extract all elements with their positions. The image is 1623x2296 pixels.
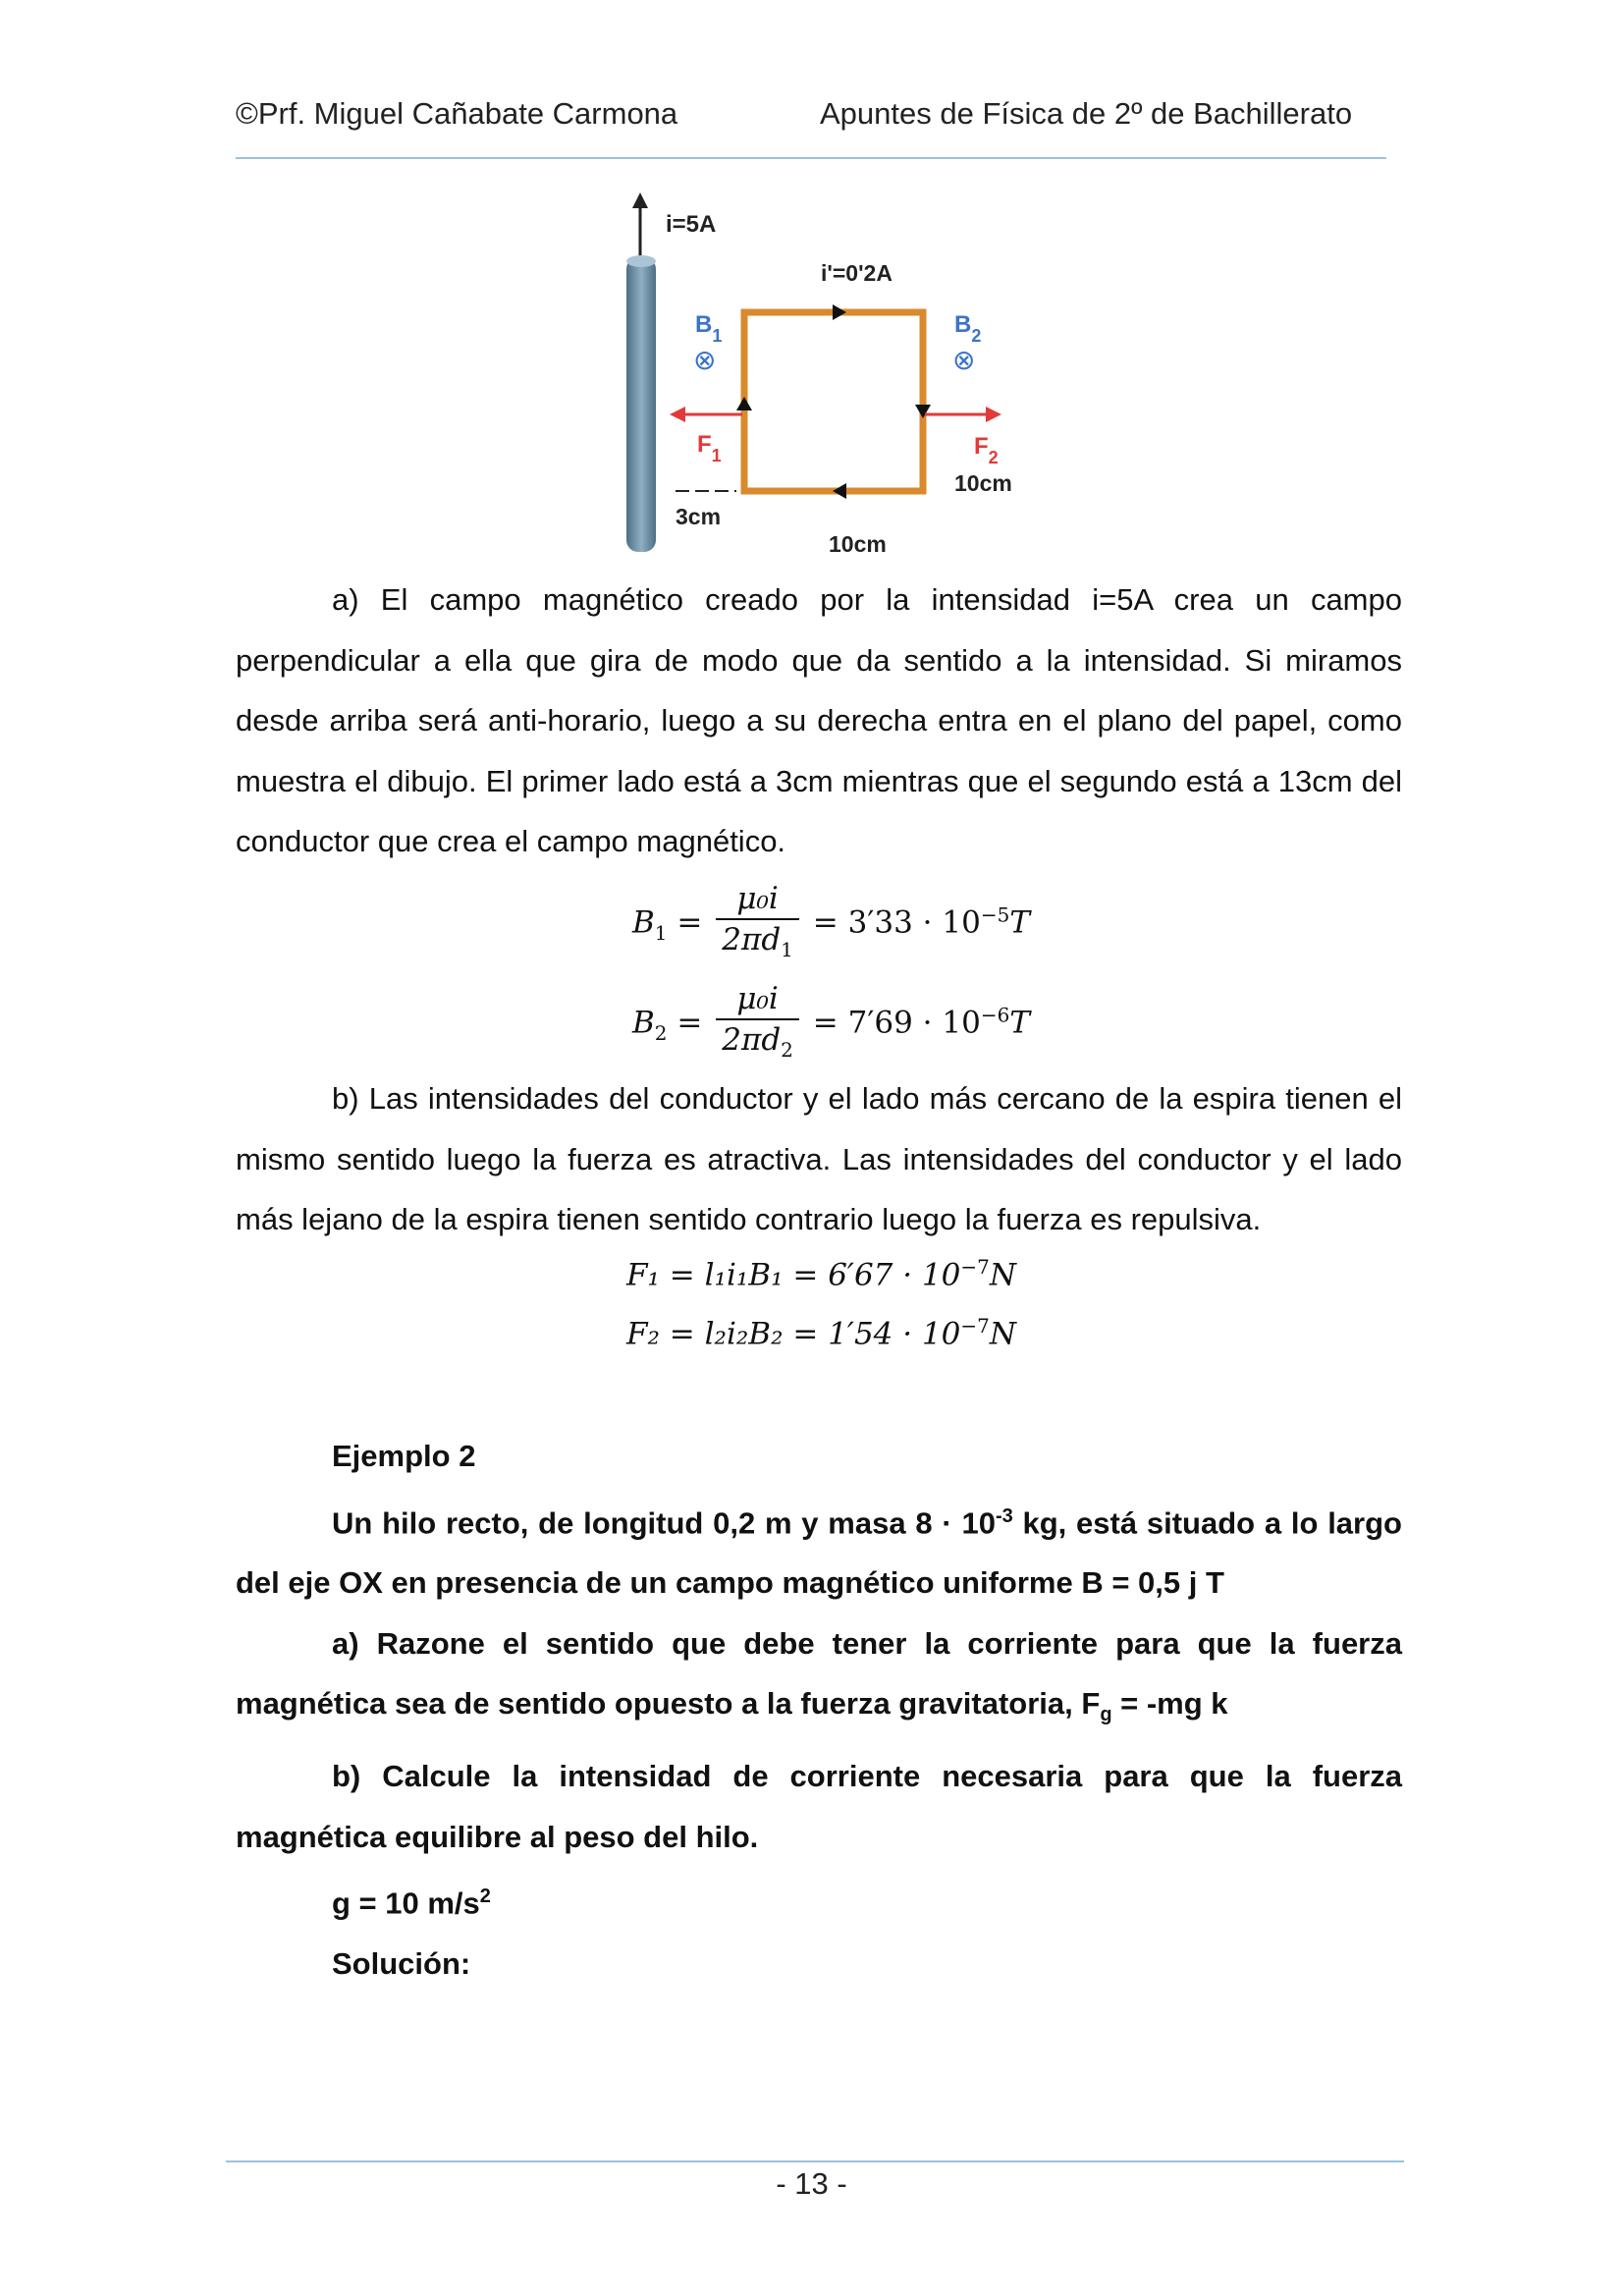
eq-b2-exponent: −6 — [980, 1003, 1010, 1027]
eq-b1-value: = 3′33 · 10 — [812, 904, 981, 941]
current-loop — [744, 312, 923, 491]
ejemplo-2 — [236, 1426, 1402, 1994]
field-into-page-icon-1: ⊗ — [693, 344, 717, 376]
eq-b1-fraction — [716, 879, 799, 969]
eq-f2-exponent: −7 — [960, 1314, 990, 1338]
loop-arrow-left — [736, 397, 752, 410]
eq-b2-numerator: μ₀i — [716, 979, 799, 1020]
section-a — [236, 570, 1402, 872]
label-3cm: 3cm — [676, 504, 722, 529]
ejemplo-part-b: b) Calcule la intensidad de corriente necesaria para que la fuerza magnética equilibre al peso del hilo. — [236, 1759, 1402, 1854]
eq-f1-unit: N — [989, 1257, 1017, 1293]
eq-b1-exponent: −5 — [980, 902, 1010, 927]
eq-f1-text: F₁ = l₁i₁B₁ = 6′67 · 10 — [626, 1257, 961, 1293]
loop-arrow-right — [915, 405, 931, 418]
label-10cm-side: 10cm — [954, 470, 1012, 496]
label-f2: $F_2$ — [974, 433, 999, 467]
section-b-text: b) Las intensidades del conductor y el lado más cercano de la espira tienen el mismo sentido luego la fuerza es atractiva. Las intensidades del conductor y el lado más lejano de la espira tienen sentido contrario luego la fuerza es repulsiva. — [236, 1081, 1402, 1236]
eq-b2-lhs-sub: 2 — [654, 1020, 668, 1045]
page-number: - 13 - — [776, 2166, 847, 2201]
ejemplo-statement: Un hilo recto, de longitud 0,2 m y masa $8 \cdot 10^{-3}$ kg, está situado a lo largo del eje OX en presencia de un campo magnético uniforme B = 0,5 j T — [236, 1504, 1402, 1601]
section-b — [236, 1068, 1402, 1250]
label-i-prime: i'=0'2A — [821, 260, 893, 286]
eq-b1-denominator: $2\pi d_1$ — [722, 922, 793, 962]
straight-wire — [626, 257, 656, 552]
eq-b2-denominator: $2\pi d_2$ — [722, 1022, 793, 1063]
field-into-page-icon-2: ⊗ — [952, 344, 976, 376]
ejemplo-part-a: a) Razone el sentido que debe tener la corriente para que la fuerza magnética sea de sentido opuesto a la fuerza gravitatoria, $F_g = -mg$ k — [236, 1625, 1402, 1726]
ejemplo-g-value: g = 10 $m/s^2$ — [332, 1886, 491, 1921]
diagram-svg — [589, 187, 1060, 570]
loop-arrow-top — [833, 304, 846, 320]
eq-f1-exponent: −7 — [960, 1255, 990, 1279]
header-author: ©Prf. Miguel Cañabate Carmona — [236, 96, 678, 131]
eq-b2-value: = 7′69 · 10 — [812, 1005, 981, 1041]
label-i: i=5A — [666, 211, 717, 238]
eq-b1-numerator: μ₀i — [716, 879, 799, 920]
equation-f2 — [626, 1314, 1016, 1351]
equation-b1: $B_1$ = $\frac{\text{μ₀i}}{2\pi d_1}$ = $3'33 \cdot 10^{-5}T$ — [632, 879, 1030, 969]
page-header — [236, 96, 1386, 141]
header-course: Apuntes de Física de 2º de Bachillerato — [820, 96, 1353, 131]
eq-b1-lhs: B — [632, 904, 655, 941]
eq-f2-unit: N — [989, 1316, 1017, 1352]
eq-b2-fraction — [716, 979, 799, 1069]
current-arrow-head — [632, 192, 648, 208]
section-a-text: a) El campo magnético creado por la intensidad i=5A crea un campo perpendicular a ella que gira de modo que da sentido a la intensidad. Si miramos desde arriba será anti-horario, luego a su derecha entra en el plano del papel, como muestra el dibujo. El primer lado está a 3cm mientras que el segundo está a 13cm del conductor que crea el campo magnético. — [236, 582, 1402, 858]
header-divider — [236, 157, 1386, 159]
equation-f1 — [626, 1255, 1016, 1292]
label-10cm-bottom: 10cm — [829, 531, 887, 557]
ejemplo-solucion: Solución: — [332, 1945, 471, 1981]
eq-b1-lhs-sub: 1 — [654, 920, 668, 945]
wire-top — [626, 255, 656, 267]
force-f1-head — [670, 407, 685, 422]
footer-divider — [226, 2160, 1404, 2162]
eq-f2-text: F₂ = l₂i₂B₂ = 1′54 · 10 — [626, 1316, 961, 1352]
eq-b1-unit: T — [1009, 904, 1030, 941]
loop-arrow-bottom — [833, 483, 846, 499]
label-f1: $F_1$ — [697, 431, 722, 465]
ejemplo-title: Ejemplo 2 — [332, 1439, 476, 1473]
eq-b2-unit: T — [1009, 1005, 1030, 1041]
force-f2-head — [986, 407, 1001, 422]
label-b1: $B_1$ — [695, 311, 723, 346]
eq-b2-lhs: B — [632, 1005, 655, 1041]
magnetic-force-diagram — [589, 187, 1060, 570]
label-b2: $B_2$ — [954, 311, 982, 346]
equation-b2: $B_2$ = $\frac{\text{μ₀i}}{2\pi d_2}$ = $7'69 \cdot 10^{-6}T$ — [632, 979, 1030, 1069]
